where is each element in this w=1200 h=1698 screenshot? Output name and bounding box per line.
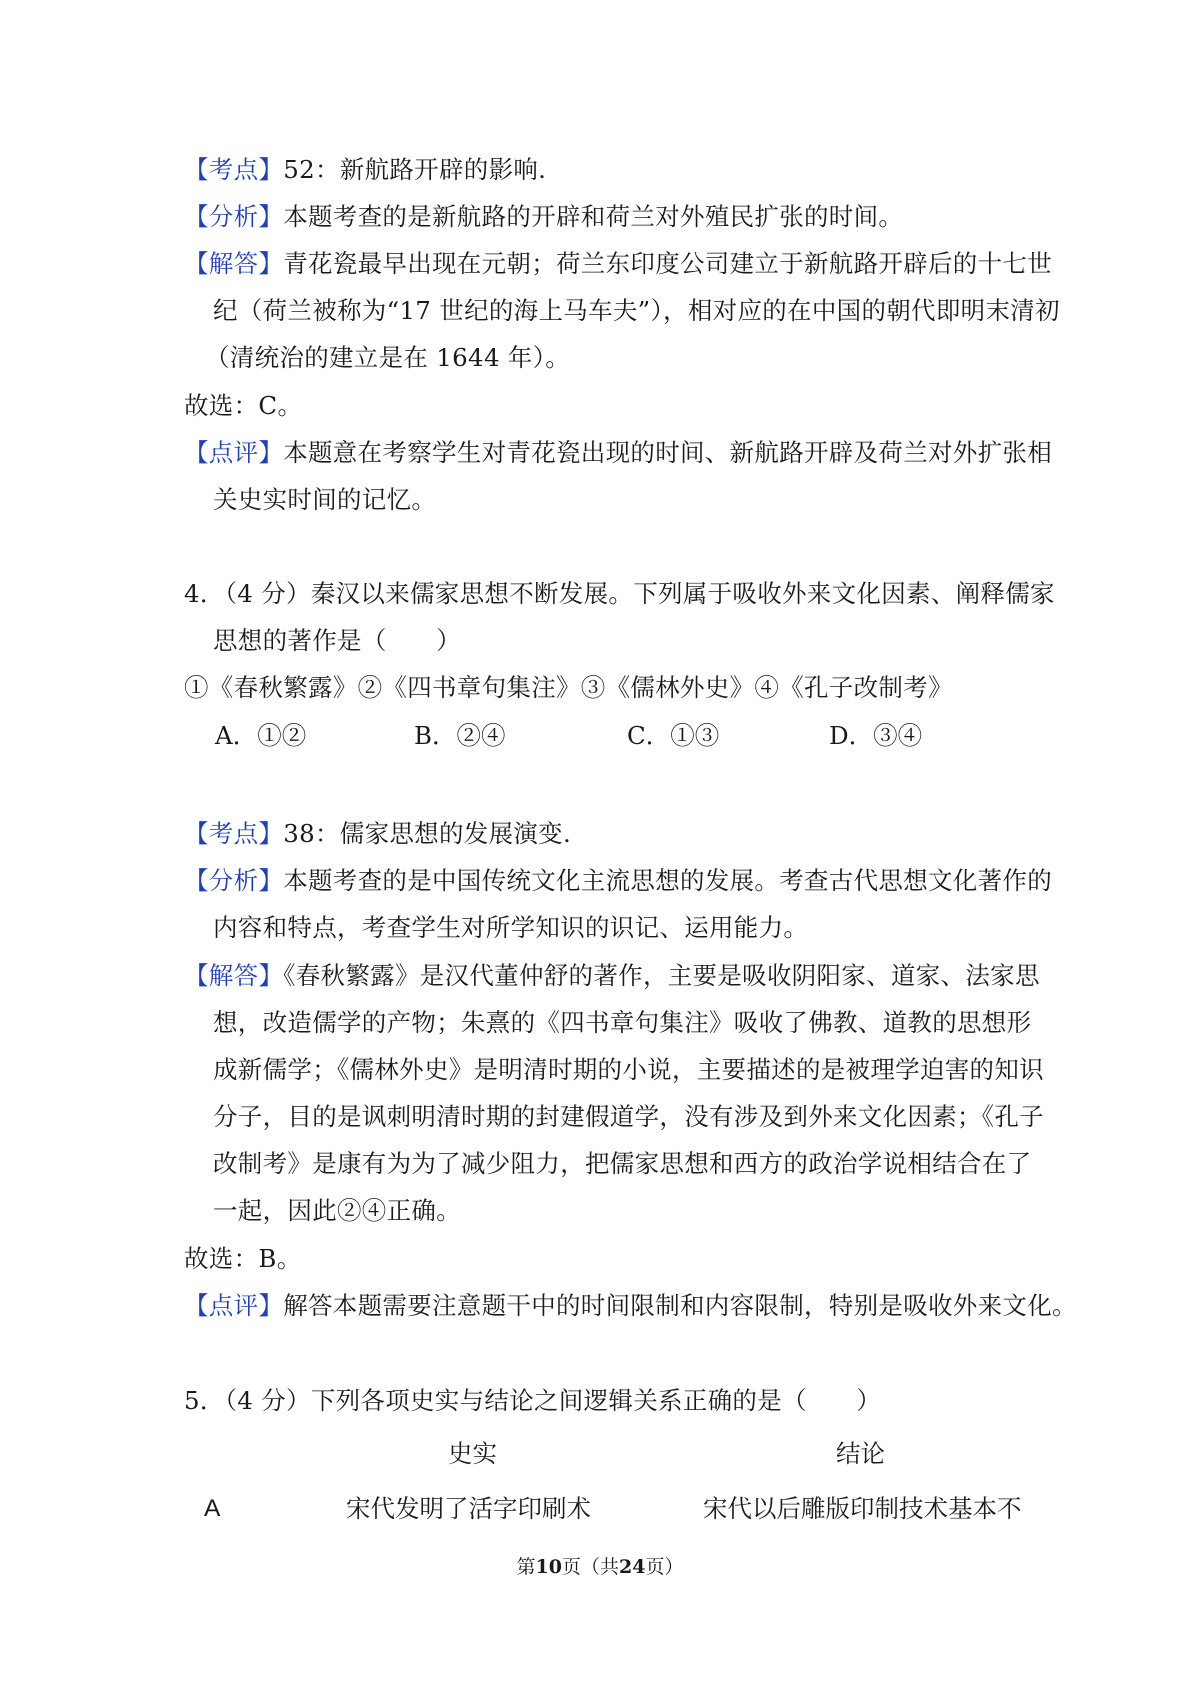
q3-kaodian [184, 154, 546, 186]
q4-dianping-text: 解答本题需要注意题干中的时间限制和内容限制，特别是吸收外来文化。 [283, 1291, 1077, 1320]
q3-fenxi [184, 201, 903, 233]
q4-jieda-line-5: 改制考》是康有为为了减少阻力，把儒家思想和西方的政治学说相结合在了 [213, 1149, 1032, 1178]
q3-jieda [184, 248, 1052, 280]
q4-dianping [184, 1290, 1077, 1322]
footer-mid: 页（共 [561, 1556, 619, 1578]
q4-fenxi-line-2: 内容和特点，考查学生对所学知识的识记、运用能力。 [213, 913, 809, 942]
q5-row-a-label: A [204, 1495, 221, 1522]
q4-option-a: A．①② [215, 721, 307, 750]
q3-kaodian-text: 52：新航路开辟的影响. [283, 155, 547, 184]
q4-jieda-line-4: 分子，目的是讽刺明清时期的封建假道学，没有涉及到外来文化因素；《孔子 [213, 1102, 1044, 1131]
q5-header-fact: 史实 [448, 1439, 497, 1468]
q4-answer: 故选：B。 [184, 1244, 302, 1273]
kaodian-tag: 【考点】 [184, 819, 284, 848]
q3-answer: 故选：C。 [184, 391, 303, 420]
footer-prefix: 第 [516, 1556, 536, 1578]
kaodian-tag: 【考点】 [184, 155, 284, 184]
dianping-tag: 【点评】 [184, 438, 284, 467]
q4-jieda-line-3: 成新儒学；《儒林外史》是明清时期的小说，主要描述的是被理学迫害的知识 [213, 1055, 1044, 1084]
q3-jieda-line-3: （清统治的建立是在 1644 年）。 [205, 343, 571, 372]
q3-dianping-line-1: 本题意在考察学生对青花瓷出现的时间、新航路开辟及荷兰对外扩张相 [283, 438, 1052, 467]
page-footer [0, 1555, 1200, 1579]
fenxi-tag: 【分析】 [184, 866, 284, 895]
q5-row-a-conclusion: 宋代以后雕版印制技术基本不 [703, 1494, 1022, 1523]
q4-option-c: C．①③ [627, 721, 720, 750]
footer-total-pages: 24 [619, 1556, 646, 1578]
q4-kaodian-text: 38：儒家思想的发展演变. [283, 819, 572, 848]
q4-jieda-line-6: 一起，因此②④正确。 [213, 1196, 461, 1225]
q3-jieda-line-2: 纪（荷兰被称为“17 世纪的海上马车夫”），相对应的在中国的朝代即明末清初 [213, 296, 1060, 325]
q4-fenxi-line-1: 本题考查的是中国传统文化主流思想的发展。考查古代思想文化著作的 [283, 866, 1052, 895]
fenxi-tag: 【分析】 [184, 202, 284, 231]
q3-dianping [184, 437, 1052, 469]
q5-row-a-fact: 宋代发明了活字印刷术 [346, 1494, 591, 1523]
q4-stem-line-1: 4．（4 分）秦汉以来儒家思想不断发展。下列属于吸收外来文化因素、阐释儒家 [184, 579, 1055, 608]
footer-suffix: 页） [645, 1556, 684, 1578]
q4-stem-line-2: 思想的著作是（ ） [213, 626, 461, 655]
q3-fenxi-text: 本题考查的是新航路的开辟和荷兰对外殖民扩张的时间。 [283, 202, 904, 231]
footer-page-number: 10 [535, 1556, 562, 1578]
q4-jieda-line-1: 《春秋繁露》是汉代董仲舒的著作，主要是吸收阴阳家、道家、法家思 [283, 961, 1040, 990]
jieda-tag: 【解答】 [184, 961, 284, 990]
q4-jieda [184, 960, 1040, 992]
q4-option-d: D．③④ [829, 721, 923, 750]
q5-stem: 5．（4 分）下列各项史实与结论之间逻辑关系正确的是（ ） [184, 1386, 882, 1415]
q4-fenxi [184, 865, 1052, 897]
q4-option-b: B．②④ [414, 721, 506, 750]
q5-header-conclusion: 结论 [836, 1439, 885, 1468]
q3-dianping-line-2: 关史实时间的记忆。 [213, 485, 437, 514]
q3-jieda-line-1: 青花瓷最早出现在元朝；荷兰东印度公司建立于新航路开辟后的十七世 [283, 249, 1052, 278]
dianping-tag: 【点评】 [184, 1291, 284, 1320]
q4-kaodian [184, 818, 571, 850]
q4-items: ①《春秋繁露》②《四书章句集注》③《儒林外史》④《孔子改制考》 [184, 673, 953, 702]
q4-jieda-line-2: 想，改造儒学的产物；朱熹的《四书章句集注》吸收了佛教、道教的思想形 [213, 1008, 1032, 1037]
jieda-tag: 【解答】 [184, 249, 284, 278]
